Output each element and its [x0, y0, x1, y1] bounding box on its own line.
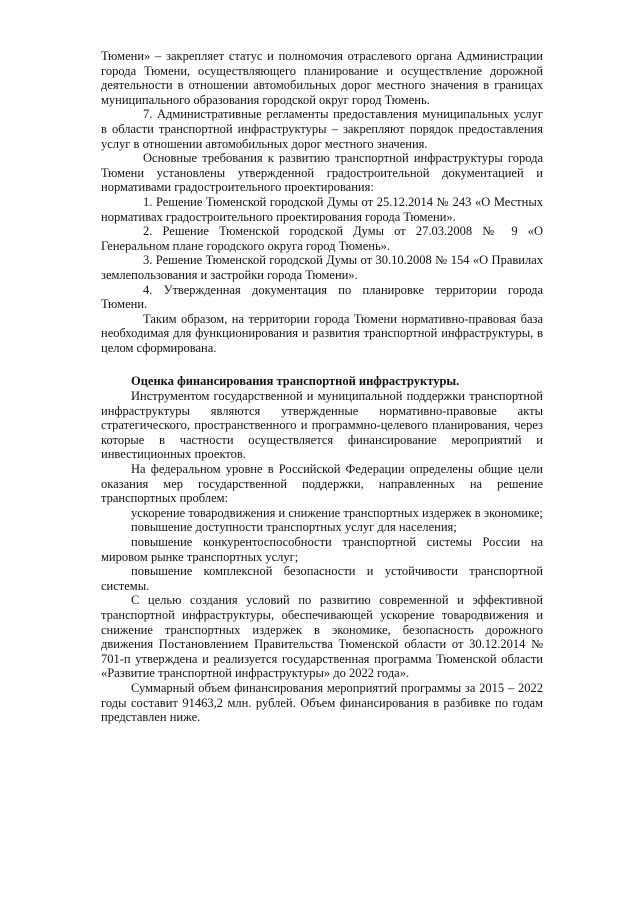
paragraph-federal-goals: На федеральном уровне в Российской Федерации определены общие цели оказания мер государственной поддержки, направленных на решение транспортных проблем: — [101, 462, 543, 506]
paragraph-requirements-intro: Основные требования к развитию транспортной инфраструктуры города Тюмени установлены утвержденной градостроительной документацией и нормативами градостроительного проектирования: — [101, 151, 543, 195]
paragraph-conclusion: Таким образом, на территории города Тюмени нормативно-правовая база необходимая для функционирования и развития транспортной инфраструктуры, в целом сформирована. — [101, 311, 543, 355]
paragraph-item-2: 2. Решение Тюменской городской Думы от 27.03.2008 № 9 «О Генеральном плане городского округа город Тюмень». — [101, 224, 543, 253]
paragraph-support-instruments: Инструментом государственной и муниципальной поддержки транспортной инфраструктуры являются утвержденные нормативно-правовые акты стратегического, пространственного и программно-целевого планирования, через которые в частности осуществляется финансирование мероприятий и инвестиционных проектов. — [101, 389, 543, 462]
goal-item: повышение конкурентоспособности транспортной системы России на мировом рынке транспортных услуг; — [101, 535, 543, 564]
paragraph-item-7: 7. Административные регламенты предоставления муниципальных услуг в области транспортной инфраструктуры – закрепляют порядок предоставления услуг в отношении автомобильных дорог местного значения. — [101, 107, 543, 151]
goal-item: ускорение товародвижения и снижение транспортных издержек в экономике; — [131, 505, 543, 520]
paragraph-item-4: 4. Утвержденная документация по планировке территории города Тюмени. — [101, 282, 543, 312]
goal-item: повышение комплексной безопасности и устойчивости транспортной системы. — [101, 564, 543, 593]
paragraph-item-3: 3. Решение Тюменской городской Думы от 30.10.2008 № 154 «О Правилах землепользования и застройки города Тюмени». — [101, 253, 543, 282]
paragraph-state-program: С целью создания условий по развитию современной и эффективной транспортной инфраструктуры, обеспечивающей ускорение товародвижения и снижение транспортных издержек в экономике, безопасность дорожного движения Постановлением Правительства Тюменской области от 30.12.2014 № 701-п утверждена и реализуется государственная программа Тюменской области «Развитие транспортной инфраструктуры» до 2022 года». — [101, 593, 543, 681]
goal-item: повышение доступности транспортных услуг для населения; — [131, 520, 457, 535]
paragraph-financing-total: Суммарный объем финансирования мероприятий программы за 2015 – 2022 годы составит 91463,2 млн. рублей. Объем финансирования в разбивке по годам представлен ниже. — [101, 680, 543, 725]
paragraph-item-1: 1. Решение Тюменской городской Думы от 25.12.2014 № 243 «О Местных нормативах градостроительного проектирования города Тюмени». — [101, 194, 543, 224]
paragraph-statute-continuation: Тюмени» – закрепляет статус и полномочия отраслевого органа Администрации города Тюмени, осуществляющего планирование и осуществление дорожной деятельности в отношении автомобильных дорог местного значения в границах муниципального образования городской округ город Тюмень. — [101, 49, 543, 107]
section-heading: Оценка финансирования транспортной инфраструктуры. — [131, 374, 460, 389]
document-body — [101, 49, 543, 725]
section-gap — [101, 355, 543, 374]
